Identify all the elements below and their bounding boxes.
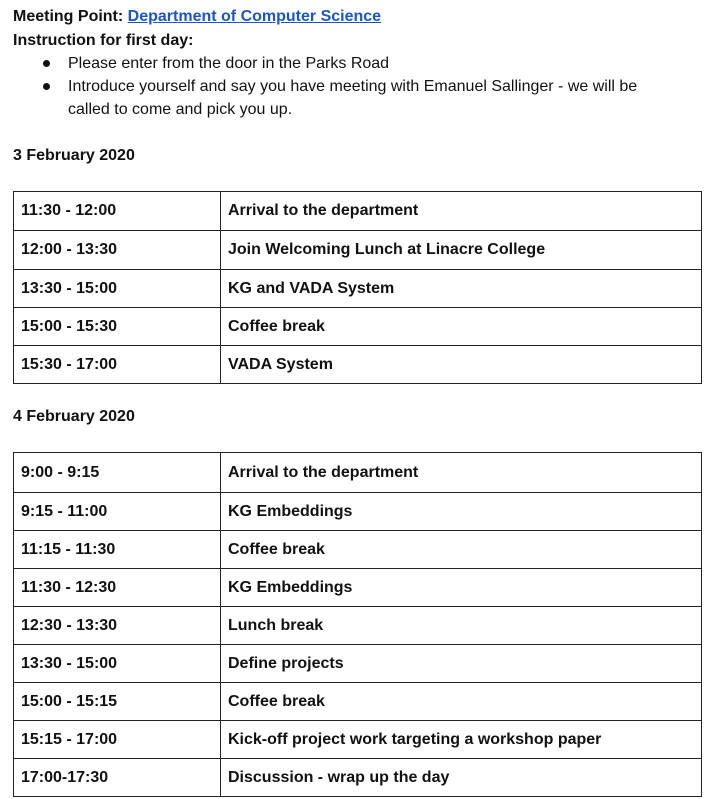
- instruction-text: Please enter from the door in the Parks Road: [68, 55, 390, 72]
- activity-cell: KG Embeddings: [221, 569, 702, 607]
- bullet-icon: [43, 60, 50, 67]
- time-cell: 15:00 - 15:15: [14, 683, 221, 721]
- day-1-schedule-table: [13, 191, 702, 384]
- time-cell: 15:30 - 17:00: [14, 346, 221, 384]
- day-2-schedule-table: [13, 452, 702, 797]
- time-cell: 13:30 - 15:00: [14, 645, 221, 683]
- activity-cell: VADA System: [221, 346, 702, 384]
- time-cell: 11:30 - 12:00: [14, 192, 221, 231]
- activity-cell: Coffee break: [221, 683, 702, 721]
- activity-cell: Coffee break: [221, 531, 702, 569]
- meeting-point-line: [13, 7, 381, 27]
- table-row: [14, 645, 702, 683]
- table-row: [14, 346, 702, 384]
- time-cell: 9:15 - 11:00: [14, 493, 221, 531]
- activity-cell: Discussion - wrap up the day: [221, 759, 702, 797]
- instruction-item: [0, 75, 716, 121]
- activity-cell: Join Welcoming Lunch at Linacre College: [221, 231, 702, 270]
- instruction-heading: Instruction for first day:: [13, 32, 194, 49]
- table-row: [14, 759, 702, 797]
- day-1-date-heading: 3 February 2020: [13, 147, 135, 164]
- activity-cell: Arrival to the department: [221, 192, 702, 231]
- table-row: [14, 231, 702, 270]
- time-cell: 12:30 - 13:30: [14, 607, 221, 645]
- meeting-point-label: Meeting Point:: [13, 8, 124, 25]
- activity-cell: Coffee break: [221, 308, 702, 346]
- activity-cell: KG and VADA System: [221, 270, 702, 308]
- table-row: [14, 453, 702, 493]
- activity-cell: Kick-off project work targeting a workshop paper: [221, 721, 702, 759]
- time-cell: 9:00 - 9:15: [14, 453, 221, 493]
- table-row: [14, 493, 702, 531]
- table-row: [14, 607, 702, 645]
- time-cell: 13:30 - 15:00: [14, 270, 221, 308]
- table-row: [14, 192, 702, 231]
- table-row: [14, 531, 702, 569]
- department-link[interactable]: Department of Computer Science: [127, 8, 382, 25]
- table-row: [14, 270, 702, 308]
- activity-cell: Lunch break: [221, 607, 702, 645]
- activity-cell: Arrival to the department: [221, 453, 702, 493]
- instruction-item: [0, 52, 716, 75]
- bullet-icon: [43, 83, 50, 90]
- time-cell: 17:00-17:30: [14, 759, 221, 797]
- table-row: [14, 569, 702, 607]
- time-cell: 15:00 - 15:30: [14, 308, 221, 346]
- table-row: [14, 683, 702, 721]
- table-row: [14, 721, 702, 759]
- instruction-text: Introduce yourself and say you have meeting with Emanuel Sallinger - we will be called to come and pick you up.: [68, 78, 638, 118]
- time-cell: 12:00 - 13:30: [14, 231, 221, 270]
- time-cell: 15:15 - 17:00: [14, 721, 221, 759]
- activity-cell: Define projects: [221, 645, 702, 683]
- time-cell: 11:30 - 12:30: [14, 569, 221, 607]
- activity-cell: KG Embeddings: [221, 493, 702, 531]
- table-row: [14, 308, 702, 346]
- day-2-date-heading: 4 February 2020: [13, 408, 135, 425]
- instruction-list: [0, 52, 716, 121]
- time-cell: 11:15 - 11:30: [14, 531, 221, 569]
